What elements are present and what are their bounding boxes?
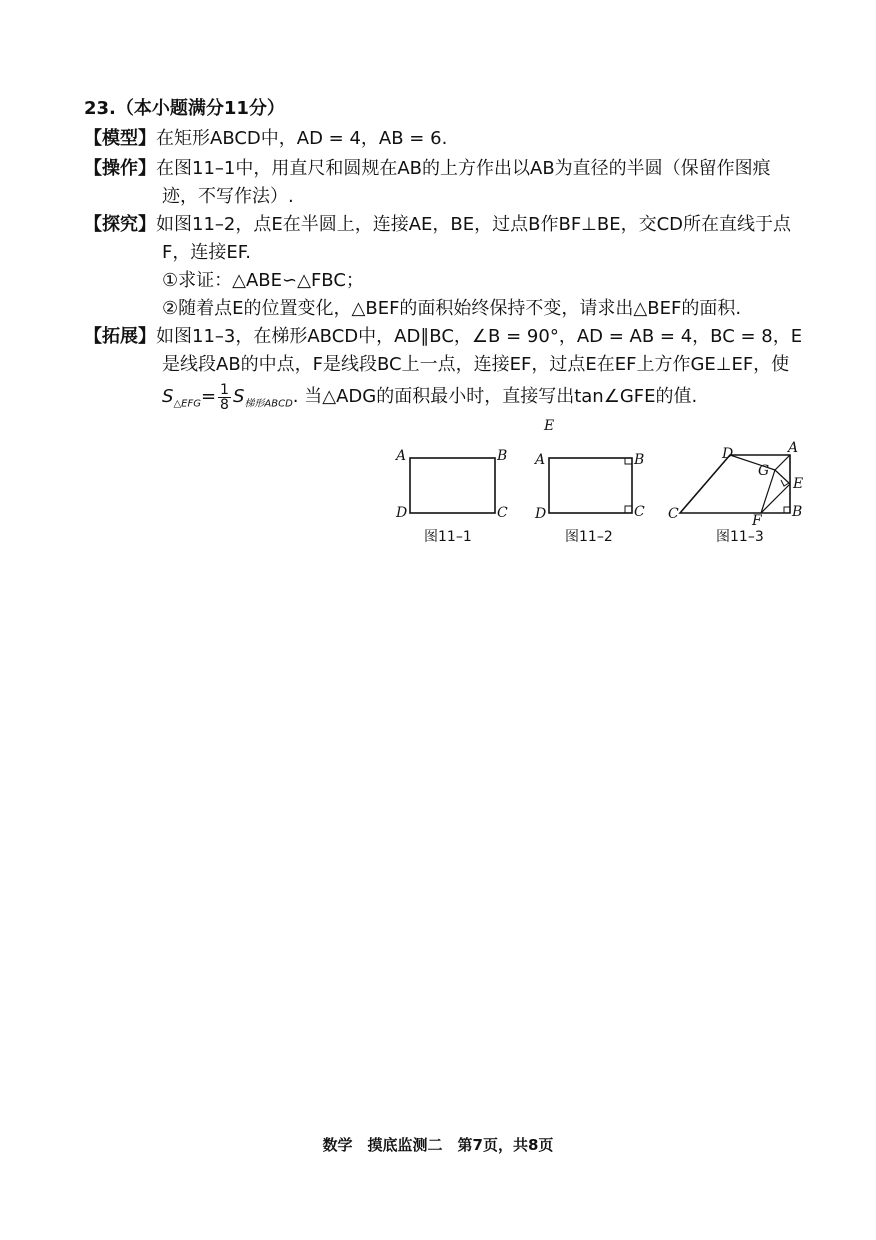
explore-line-1 bbox=[84, 212, 791, 238]
area-symbol-right: S bbox=[232, 386, 245, 407]
fraction-denominator: 8 bbox=[220, 396, 229, 413]
fig3-label-B: B bbox=[792, 504, 803, 520]
page-footer: 数学 摸底监测二 第7页，共8页 bbox=[322, 1136, 554, 1154]
fig1-caption: 图11–1 bbox=[424, 529, 472, 545]
fig1-rectangle bbox=[410, 458, 495, 513]
model-tag: 【模型】 bbox=[84, 128, 156, 149]
fig3-label-F: F bbox=[752, 513, 762, 529]
fraction-numerator: 1 bbox=[220, 381, 229, 398]
area-symbol-left: S bbox=[162, 386, 174, 407]
extend-line-1 bbox=[84, 324, 802, 350]
fig2-rectangle bbox=[549, 458, 632, 513]
area-sub-right: 梯形ABCD bbox=[244, 398, 293, 410]
fig3-label-E: E bbox=[793, 476, 804, 492]
equals-sign: = bbox=[200, 386, 217, 407]
fig2-right-angle-C bbox=[625, 506, 632, 513]
extend-text-3: . 当△ADG的面积最小时，直接写出tan∠GFE的值. bbox=[292, 386, 698, 407]
extend-text-2: 是线段AB的中点，F是线段BC上一点，连接EF，过点E在EF上方作GE⊥EF，使 bbox=[162, 354, 790, 375]
fig2-label-D: D bbox=[535, 506, 547, 522]
model-line bbox=[84, 126, 447, 152]
explore-item-2: ②随着点E的位置变化，△BEF的面积始终保持不变，请求出△BEF的面积. bbox=[162, 298, 742, 319]
fraction-one-eighth bbox=[218, 383, 231, 412]
fig2-label-A: A bbox=[535, 452, 546, 468]
explore-tag: 【探究】 bbox=[84, 214, 156, 235]
fig3-segment-GA bbox=[775, 455, 790, 470]
operation-line-1 bbox=[84, 156, 771, 182]
fig2-label-B: B bbox=[634, 452, 645, 468]
figure-11-1 bbox=[394, 448, 508, 521]
extend-text-1: 如图11–3，在梯形ABCD中，AD∥BC，∠B = 90°，AD = AB = 4，BC = 8，E bbox=[156, 326, 803, 347]
fig2-label-E: E bbox=[544, 418, 555, 434]
fig1-label-A: A bbox=[396, 448, 407, 464]
fig2-caption: 图11–2 bbox=[565, 529, 613, 545]
explore-text-2: F，连接EF. bbox=[162, 242, 251, 263]
fig3-label-A: A bbox=[788, 440, 799, 456]
figure-11-2 bbox=[533, 418, 645, 522]
fig3-label-G: G bbox=[758, 463, 770, 479]
operation-tag: 【操作】 bbox=[84, 158, 156, 179]
fig1-label-B: B bbox=[497, 448, 508, 464]
fig3-label-D: D bbox=[722, 446, 734, 462]
figures-area bbox=[380, 408, 820, 568]
fig3-right-angle-B bbox=[784, 507, 790, 513]
operation-text-1: 在图11–1中，用直尺和圆规在AB的上方作出以AB为直径的半圆（保留作图痕 bbox=[156, 158, 771, 179]
figure-11-3 bbox=[668, 440, 803, 529]
fig2-label-C: C bbox=[634, 504, 645, 520]
model-text: 在矩形ABCD中，AD = 4，AB = 6. bbox=[156, 128, 448, 149]
figures-svg bbox=[380, 408, 820, 538]
fig2-right-angle-B bbox=[625, 458, 632, 464]
fig3-right-angle-E bbox=[781, 480, 789, 486]
area-sub-left: △EFG bbox=[173, 398, 201, 410]
question-title: 23.（本小题满分11分） bbox=[84, 98, 285, 119]
fig1-label-D: D bbox=[396, 505, 408, 521]
explore-text-1: 如图11–2，点E在半圆上，连接AE，BE，过点B作BF⊥BE，交CD所在直线于点 bbox=[156, 214, 792, 235]
fig3-label-C: C bbox=[668, 506, 679, 522]
explore-item-1: ①求证：△ABE∽△FBC； bbox=[162, 270, 364, 291]
fig3-caption: 图11–3 bbox=[716, 529, 764, 545]
fig3-trapezoid bbox=[680, 455, 790, 513]
operation-text-2: 迹，不写作法）. bbox=[162, 186, 294, 207]
extend-tag: 【拓展】 bbox=[84, 326, 156, 347]
fig1-label-C: C bbox=[497, 505, 508, 521]
